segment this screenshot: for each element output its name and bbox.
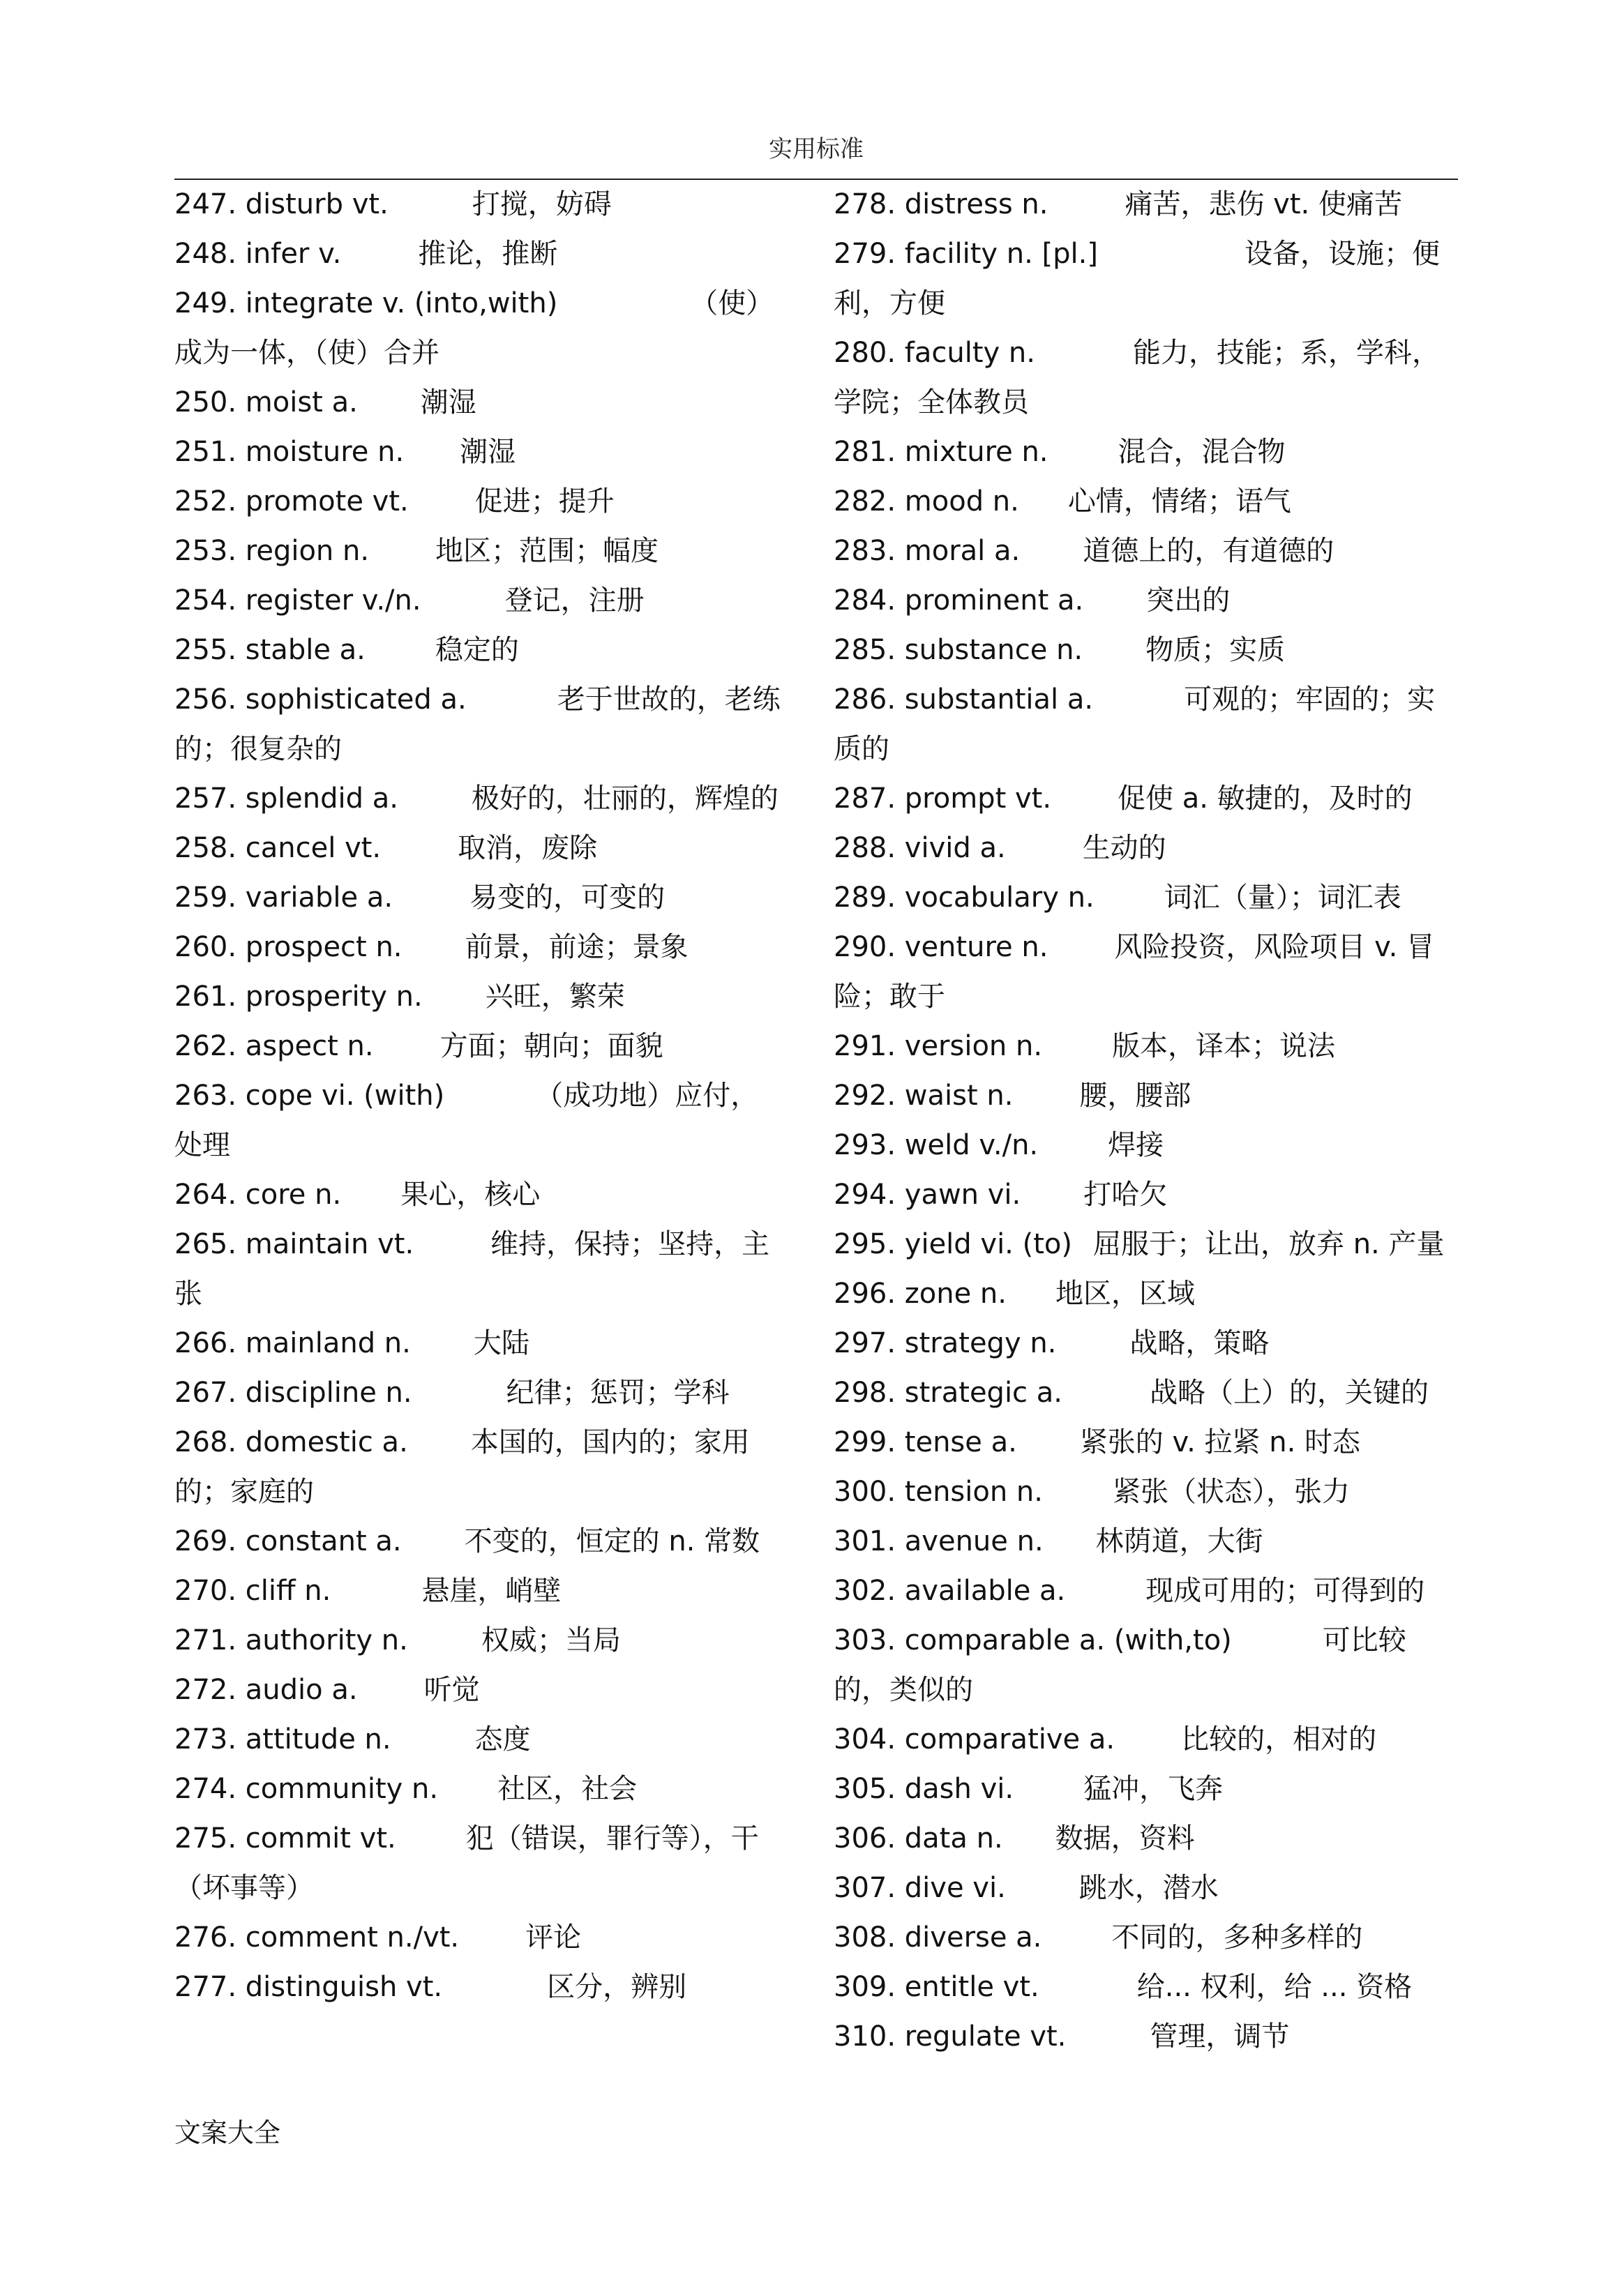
vocab-definition: 大陆 <box>473 1327 529 1359</box>
page-footer: 文案大全 <box>174 2117 281 2148</box>
vocab-word: 297. strategy n. <box>834 1327 1057 1359</box>
vocab-definition: 打哈欠 <box>1083 1179 1168 1211</box>
vocab-definition: 道德上的，有道德的 <box>1083 535 1334 567</box>
vocab-definition: 紧张（状态），张力 <box>1112 1476 1350 1508</box>
vocab-definition: 听觉 <box>423 1674 480 1706</box>
vocab-entry <box>834 1319 1448 1368</box>
vocab-entry <box>174 1616 781 1666</box>
page-header <box>174 131 1458 180</box>
vocab-word: 273. attitude n. <box>174 1723 391 1755</box>
vocab-word: 266. mainland n. <box>174 1327 411 1359</box>
vocab-word: 281. mixture n. <box>834 436 1048 468</box>
vocab-word: 256. sophisticated a. <box>174 683 467 716</box>
vocab-definition: 打搅，妨碍 <box>472 188 612 220</box>
vocab-entry <box>834 1368 1448 1418</box>
vocab-definition: （成功地）应付，处理 <box>174 1080 759 1161</box>
vocab-word: 302. available a. <box>834 1575 1066 1607</box>
vocab-word: 262. aspect n. <box>174 1030 374 1062</box>
vocab-word: 295. yield vi. (to) <box>834 1228 1072 1260</box>
vocab-definition: 给... 权利，给 ... 资格 <box>1136 1971 1413 2003</box>
vocab-entry <box>174 873 781 923</box>
vocab-definition: 极好的，壮丽的，辉煌的 <box>471 783 779 815</box>
vocab-entry <box>834 1814 1448 1864</box>
vocab-word: 283. moral a. <box>834 535 1021 567</box>
vocab-word: 259. variable a. <box>174 882 393 914</box>
vocab-entry <box>834 1170 1448 1220</box>
vocab-word: 264. core n. <box>174 1179 342 1211</box>
vocab-entry <box>174 923 781 972</box>
vocab-word: 306. data n. <box>834 1822 1003 1855</box>
vocab-definition: 不变的，恒定的 n. 常数 <box>464 1525 760 1557</box>
vocab-word: 305. dash vi. <box>834 1773 1014 1805</box>
vocab-word: 268. domestic a. <box>174 1426 408 1458</box>
vocab-definition: （使）成为一体，（使）合并 <box>174 287 774 369</box>
vocab-definition: 痛苦，悲伤 vt. 使痛苦 <box>1125 188 1402 220</box>
vocab-entry <box>174 1765 781 1814</box>
vocab-entry <box>174 1220 781 1319</box>
vocab-entry <box>834 1220 1448 1269</box>
vocab-definition: 兴旺，繁荣 <box>485 981 625 1013</box>
vocab-word: 304. comparative a. <box>834 1723 1115 1755</box>
vocab-definition: 推论，推断 <box>418 238 558 270</box>
vocab-word: 250. moist a. <box>174 386 358 418</box>
vocab-word: 287. prompt vt. <box>834 783 1052 815</box>
vocab-entry <box>174 1566 781 1616</box>
vocab-entry <box>834 1715 1448 1765</box>
vocab-entry <box>174 1170 781 1220</box>
vocab-entry <box>834 675 1448 774</box>
vocab-word: 290. venture n. <box>834 931 1048 963</box>
vocab-entry <box>174 626 781 675</box>
vocab-entry <box>834 1071 1448 1121</box>
vocab-word: 308. diverse a. <box>834 1921 1042 1954</box>
vocab-entry <box>834 1269 1448 1319</box>
vocab-entry <box>174 279 781 378</box>
vocab-definition: 混合，混合物 <box>1118 436 1286 468</box>
vocab-definition: 促使 a. 敏捷的，及时的 <box>1118 783 1413 815</box>
vocab-word: 270. cliff n. <box>174 1575 331 1607</box>
vocab-entry <box>834 873 1448 923</box>
vocab-definition: 区分，辨别 <box>547 1971 687 2003</box>
vocab-definition: 方面；朝向；面貌 <box>439 1030 663 1062</box>
vocab-word: 294. yawn vi. <box>834 1179 1021 1211</box>
vocab-entry <box>174 1071 781 1170</box>
vocab-entry <box>834 328 1448 428</box>
vocab-definition: 纪律；惩罚；学科 <box>506 1377 730 1409</box>
vocab-entry <box>174 576 781 626</box>
vocab-word: 292. waist n. <box>834 1080 1014 1112</box>
vocab-word: 284. prominent a. <box>834 584 1084 617</box>
vocab-definition: 态度 <box>474 1723 531 1755</box>
vocab-entry <box>834 2012 1448 2062</box>
vocab-entry <box>834 1467 1448 1517</box>
vocab-entry <box>174 527 781 576</box>
vocab-definition: 词汇（量）；词汇表 <box>1164 882 1401 914</box>
vocab-definition: 焊接 <box>1108 1129 1164 1161</box>
vocab-entry <box>834 1418 1448 1467</box>
vocab-definition: 地区，区域 <box>1055 1278 1195 1310</box>
vocab-word: 309. entitle vt. <box>834 1971 1039 2003</box>
vocab-word: 254. register v./n. <box>174 584 421 617</box>
vocab-word: 296. zone n. <box>834 1278 1007 1310</box>
vocab-entry <box>834 576 1448 626</box>
vocab-entry <box>834 1566 1448 1616</box>
vocab-word: 269. constant a. <box>174 1525 402 1557</box>
vocab-entry <box>834 1121 1448 1170</box>
vocab-entry <box>834 180 1448 229</box>
vocab-word: 255. stable a. <box>174 634 366 666</box>
vocab-definition: 版本，译本；说法 <box>1112 1030 1336 1062</box>
vocab-entry <box>834 923 1448 1022</box>
vocab-word: 301. avenue n. <box>834 1525 1044 1557</box>
vocab-word: 249. integrate v. (into,with) <box>174 287 558 319</box>
vocab-entry <box>834 1765 1448 1814</box>
vocab-word: 288. vivid a. <box>834 832 1006 864</box>
vocab-definition: 突出的 <box>1146 584 1231 617</box>
vocab-definition: 老于世故的，老练的；很复杂的 <box>174 683 781 765</box>
vocab-word: 257. splendid a. <box>174 783 398 815</box>
vocab-definition: 取消，废除 <box>458 832 598 864</box>
vocab-definition: 易变的，可变的 <box>469 882 666 914</box>
vocab-entry <box>174 1319 781 1368</box>
vocab-definition: 维持，保持；坚持，主张 <box>174 1228 770 1310</box>
vocab-word: 280. faculty n. <box>834 337 1035 369</box>
vocab-entry <box>174 1368 781 1418</box>
vocab-definition: 战略（上）的，关键的 <box>1150 1377 1429 1409</box>
vocab-definition: 犯（错误，罪行等），干（坏事等） <box>174 1822 759 1904</box>
vocab-word: 307. dive vi. <box>834 1872 1006 1904</box>
vocab-definition: 物质；实质 <box>1145 634 1286 666</box>
vocab-entry <box>834 229 1448 328</box>
vocab-entry <box>174 229 781 279</box>
vocab-entry <box>174 428 781 477</box>
vocab-entry <box>834 428 1448 477</box>
vocab-definition: 评论 <box>525 1921 582 1954</box>
vocab-definition: 风险投资，风险项目 v. 冒险；敢于 <box>834 931 1435 1013</box>
vocab-entry <box>174 378 781 428</box>
vocab-entry <box>174 477 781 527</box>
vocab-entry <box>174 1963 781 2012</box>
vocab-word: 300. tension n. <box>834 1476 1043 1508</box>
vocab-word: 285. substance n. <box>834 634 1083 666</box>
vocab-entry <box>174 972 781 1022</box>
vocab-definition: 潮湿 <box>420 386 476 418</box>
vocab-definition: 促进；提升 <box>474 485 615 518</box>
left-column <box>174 180 781 2012</box>
vocab-word: 282. mood n. <box>834 485 1019 518</box>
vocab-word: 279. facility n. [pl.] <box>834 238 1098 270</box>
vocab-word: 274. community n. <box>174 1773 439 1805</box>
vocab-word: 252. promote vt. <box>174 485 409 518</box>
vocab-entry <box>174 1517 781 1566</box>
vocab-word: 251. moisture n. <box>174 436 405 468</box>
vocab-definition: 登记，注册 <box>504 584 645 617</box>
vocab-definition: 可观的；牢固的；实质的 <box>834 683 1436 765</box>
vocab-definition: 管理，调节 <box>1150 2021 1290 2053</box>
vocab-entry <box>834 1022 1448 1071</box>
vocab-word: 271. authority n. <box>174 1624 408 1656</box>
vocab-word: 253. region n. <box>174 535 370 567</box>
vocab-entry <box>834 626 1448 675</box>
vocab-definition: 前景，前途；景象 <box>465 931 689 963</box>
vocab-word: 277. distinguish vt. <box>174 1971 443 2003</box>
vocab-entry <box>174 1913 781 1963</box>
vocab-entry <box>174 824 781 873</box>
vocab-entry <box>834 1963 1448 2012</box>
vocab-definition: 心情，情绪；语气 <box>1067 485 1291 518</box>
vocab-entry <box>174 1022 781 1071</box>
vocab-entry <box>174 774 781 824</box>
vocab-entry <box>834 824 1448 873</box>
vocab-word: 299. tense a. <box>834 1426 1017 1458</box>
vocab-entry <box>834 1913 1448 1963</box>
vocab-word: 267. discipline n. <box>174 1377 412 1409</box>
vocab-entry <box>174 180 781 229</box>
vocab-entry <box>174 1814 781 1913</box>
vocab-word: 261. prosperity n. <box>174 981 423 1013</box>
vocab-word: 275. commit vt. <box>174 1822 396 1855</box>
vocab-definition: 不同的，多种多样的 <box>1111 1921 1363 1954</box>
vocab-definition: 腰，腰部 <box>1079 1080 1191 1112</box>
vocab-word: 278. distress n. <box>834 188 1048 220</box>
vocab-definition: 设备，设施；便利，方便 <box>834 238 1440 319</box>
vocab-definition: 数据，资料 <box>1055 1822 1195 1855</box>
vocab-definition: 社区，社会 <box>497 1773 638 1805</box>
vocab-definition: 悬崖，峭壁 <box>421 1575 562 1607</box>
vocab-definition: 跳水，潜水 <box>1078 1872 1219 1904</box>
vocab-entry <box>834 527 1448 576</box>
vocab-entry <box>174 1666 781 1715</box>
vocab-definition: 权威；当局 <box>481 1624 621 1656</box>
vocab-entry <box>834 1864 1448 1913</box>
vocab-word: 293. weld v./n. <box>834 1129 1039 1161</box>
vocab-word: 263. cope vi. (with) <box>174 1080 445 1112</box>
vocab-word: 248. infer v. <box>174 238 342 270</box>
vocab-definition: 紧张的 v. 拉紧 n. 时态 <box>1079 1426 1361 1458</box>
vocab-definition: 比较的，相对的 <box>1181 1723 1377 1755</box>
vocab-word: 289. vocabulary n. <box>834 882 1095 914</box>
vocab-word: 247. disturb vt. <box>174 188 389 220</box>
vocab-word: 286. substantial a. <box>834 683 1094 716</box>
vocab-entry <box>834 477 1448 527</box>
vocab-definition: 猛冲，飞奔 <box>1083 1773 1224 1805</box>
vocab-word: 276. comment n./vt. <box>174 1921 460 1954</box>
vocab-word: 265. maintain vt. <box>174 1228 414 1260</box>
vocab-word: 291. version n. <box>834 1030 1043 1062</box>
right-column <box>834 180 1448 2062</box>
vocab-definition: 地区；范围；幅度 <box>435 535 659 567</box>
vocab-definition: 可比较的，类似的 <box>834 1624 1406 1706</box>
vocab-word: 260. prospect n. <box>174 931 403 963</box>
header-title: 实用标准 <box>769 135 864 163</box>
vocab-definition: 屈服于；让出，放弃 n. 产量 <box>1092 1228 1445 1260</box>
vocab-entry <box>834 774 1448 824</box>
vocab-definition: 潮湿 <box>460 436 516 468</box>
vocab-definition: 能力，技能；系，学科，学院；全体教员 <box>834 337 1440 418</box>
vocab-entry <box>834 1517 1448 1566</box>
vocab-word: 310. regulate vt. <box>834 2021 1067 2053</box>
vocab-definition: 果心，核心 <box>400 1179 541 1211</box>
vocab-entry <box>174 1715 781 1765</box>
vocab-definition: 生动的 <box>1082 832 1166 864</box>
vocab-word: 272. audio a. <box>174 1674 358 1706</box>
vocab-definition: 林荫道，大街 <box>1095 1525 1263 1557</box>
vocab-definition: 本国的，国内的；家用的；家庭的 <box>174 1426 750 1508</box>
vocab-definition: 现成可用的；可得到的 <box>1145 1575 1425 1607</box>
vocab-definition: 稳定的 <box>435 634 519 666</box>
vocab-word: 298. strategic a. <box>834 1377 1062 1409</box>
vocab-entry <box>174 1418 781 1517</box>
vocab-definition: 战略，策略 <box>1129 1327 1270 1359</box>
vocab-entry <box>174 675 781 774</box>
vocab-word: 258. cancel vt. <box>174 832 382 864</box>
vocab-entry <box>834 1616 1448 1715</box>
vocab-word: 303. comparable a. (with,to) <box>834 1624 1232 1656</box>
